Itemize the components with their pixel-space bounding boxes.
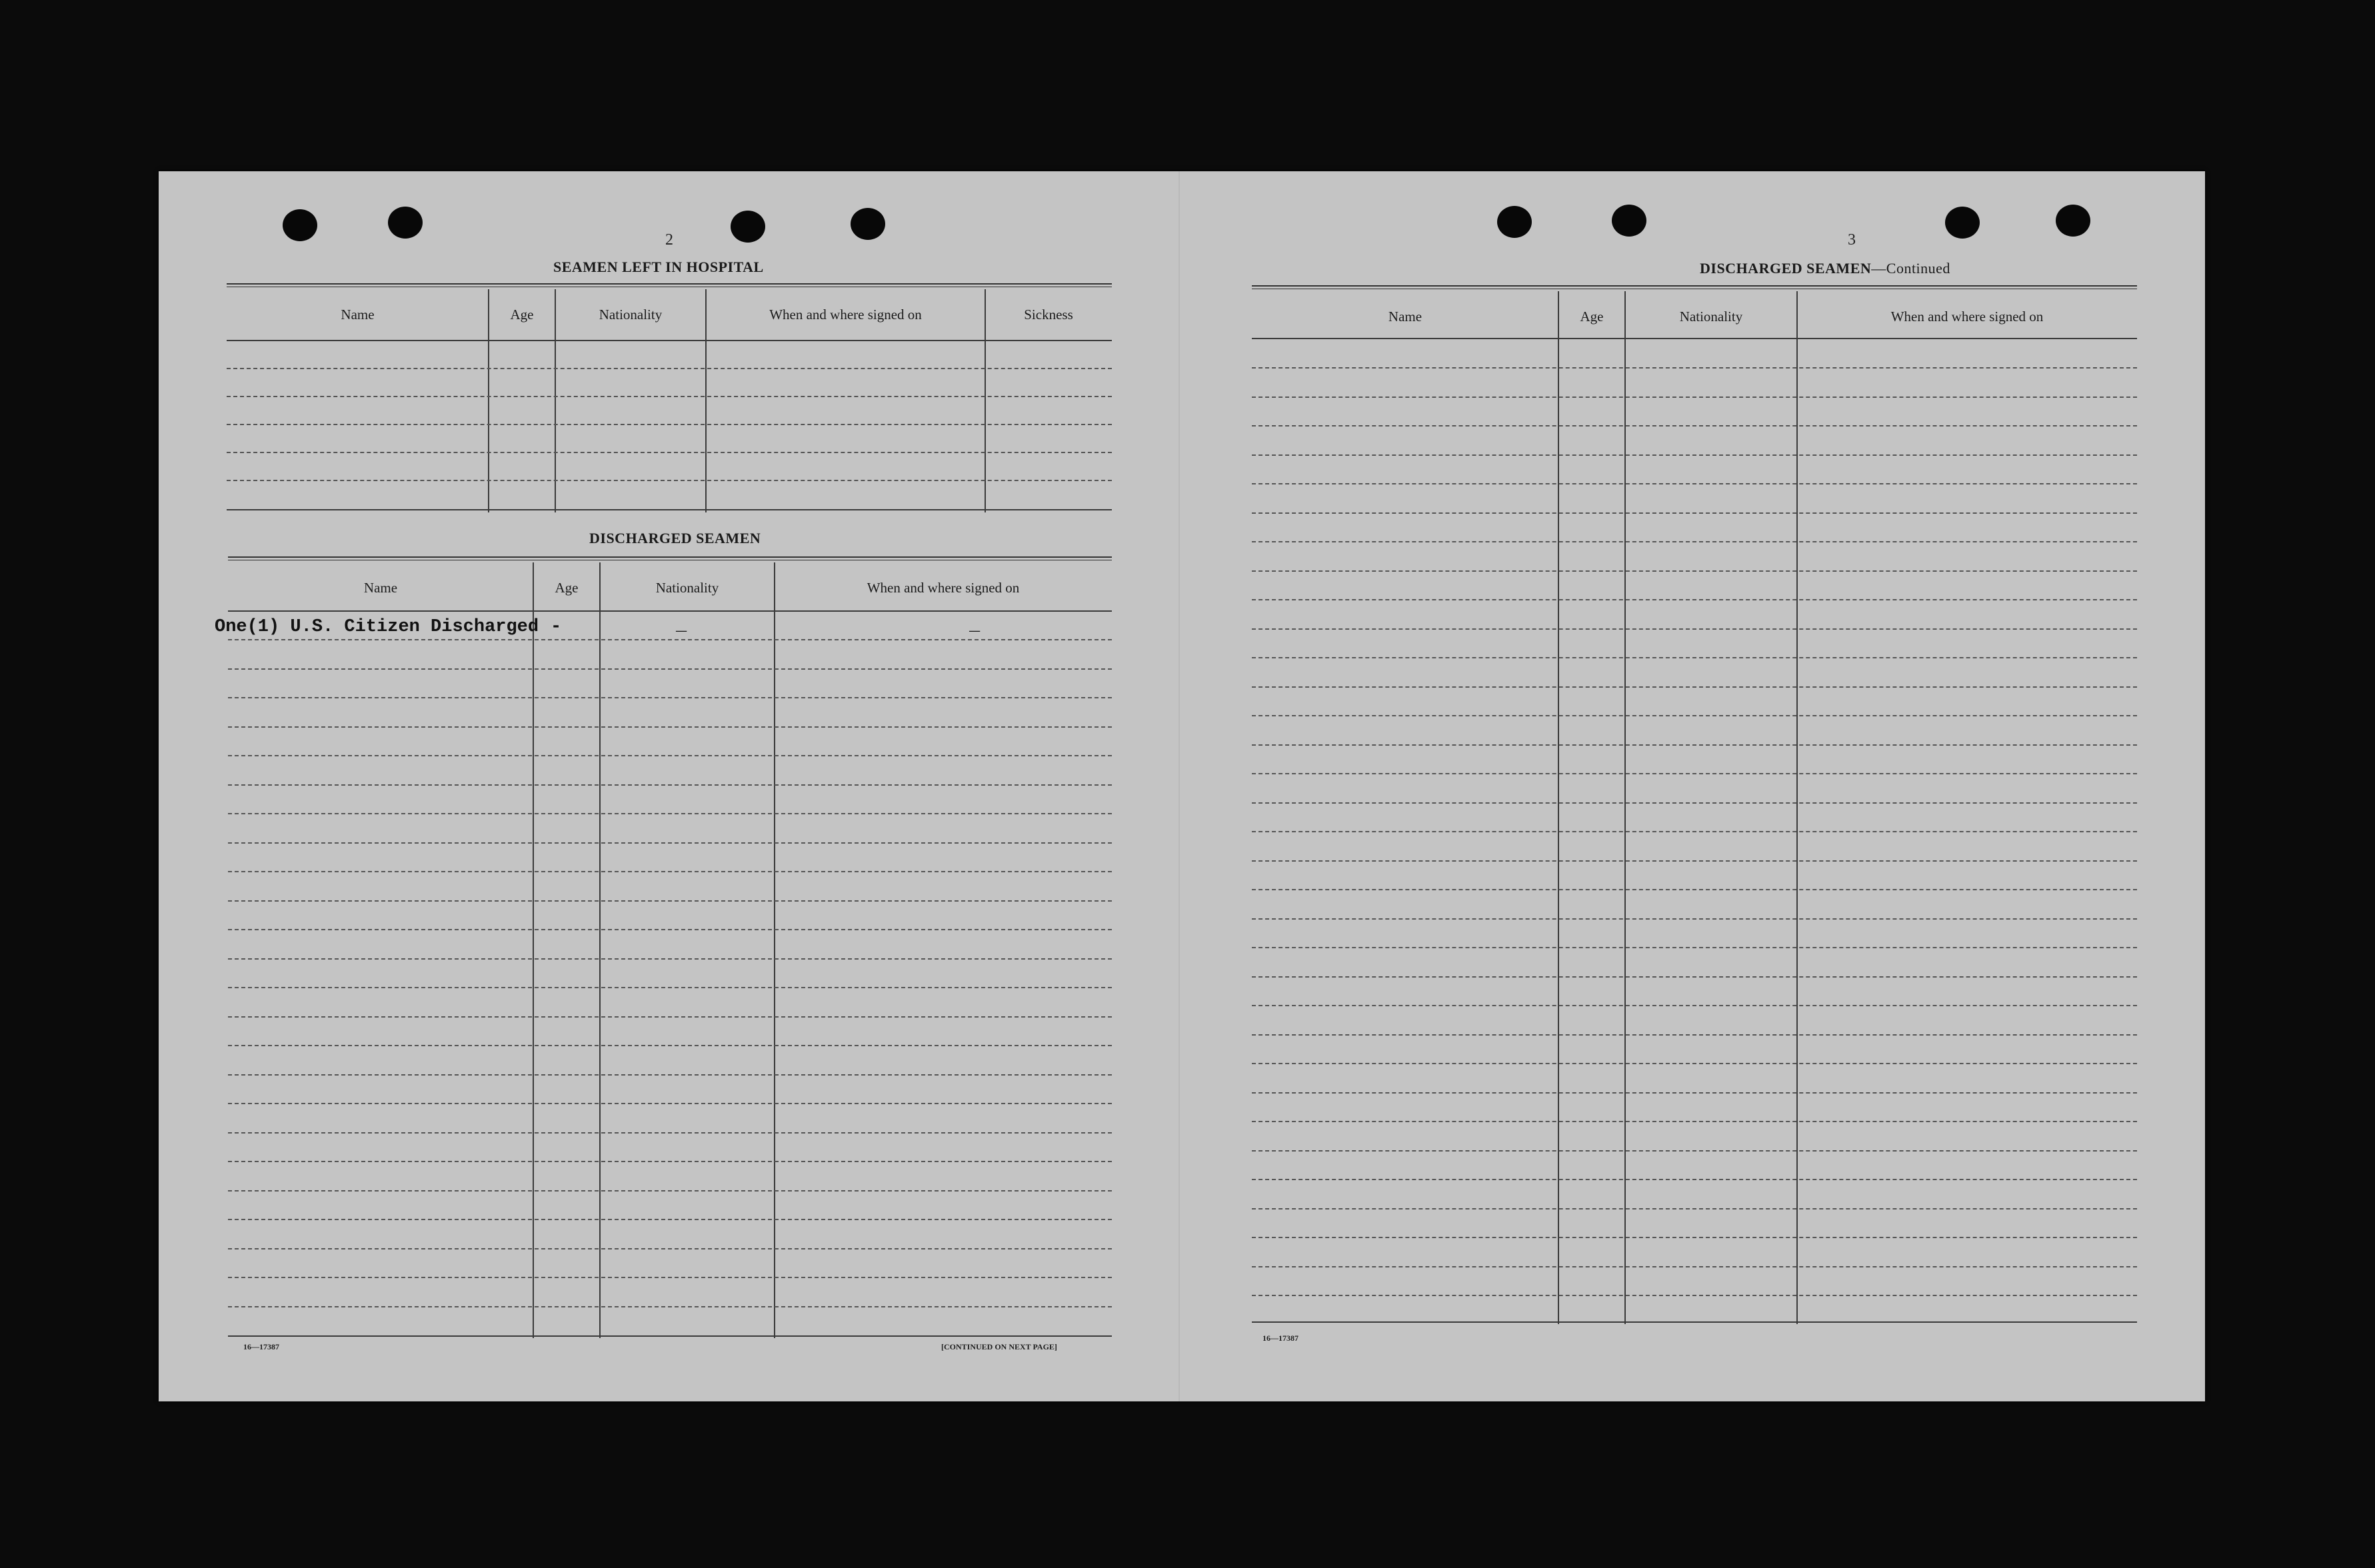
row-rule (1252, 802, 2137, 804)
row-rule (228, 668, 1112, 670)
col-header-name: Name (1388, 309, 1422, 325)
hospital-section-title: SEAMEN LEFT IN HOSPITAL (553, 259, 764, 275)
left-page (159, 171, 1179, 1401)
discharged-table (215, 562, 1112, 1338)
row-rule (1252, 396, 2137, 398)
hospital-title-rule (227, 283, 1112, 287)
row-rule (1252, 367, 2137, 369)
discharged-entry-age: - (551, 617, 562, 637)
row-rule (227, 396, 1112, 397)
row-rule (1252, 425, 2137, 426)
column-divider (488, 289, 489, 512)
row-rule (1252, 1005, 2137, 1006)
col-header-sickness: Sickness (1024, 307, 1073, 323)
row-rule (1252, 599, 2137, 600)
discharged-entry-name: One(1) U.S. Citizen Discharged (215, 617, 539, 637)
col-header-name: Name (341, 307, 375, 323)
discharged-entry-nationality: _ (676, 616, 687, 636)
row-rule (228, 1190, 1112, 1191)
col-header-name: Name (363, 580, 398, 596)
row-rule (228, 1132, 1112, 1134)
row-rule (1252, 1034, 2137, 1036)
row-rule (1252, 918, 2137, 920)
discharged-continued-table (1252, 291, 2137, 1324)
continued-note: [CONTINUED ON NEXT PAGE] (941, 1342, 1057, 1351)
row-rule (228, 639, 1112, 640)
col-header-signed-on: When and where signed on (769, 307, 922, 323)
column-divider (774, 562, 775, 1338)
row-rule (1252, 1092, 2137, 1094)
table-bottom-rule (1252, 1321, 2137, 1323)
row-rule (1252, 483, 2137, 484)
discharged-title-rule (228, 556, 1112, 560)
row-rule (1252, 773, 2137, 774)
row-rule (228, 987, 1112, 988)
title-rule (1252, 285, 2137, 289)
row-rule (1252, 1150, 2137, 1152)
row-rule (1252, 657, 2137, 658)
row-rule (227, 368, 1112, 369)
row-rule (228, 1074, 1112, 1076)
row-rule (228, 1016, 1112, 1018)
table-bottom-rule (227, 509, 1112, 510)
row-rule (1252, 1266, 2137, 1267)
row-rule (228, 958, 1112, 960)
row-rule (228, 1161, 1112, 1162)
row-rule (1252, 454, 2137, 456)
header-rule (1252, 338, 2137, 339)
row-rule (228, 784, 1112, 786)
column-divider (985, 289, 986, 512)
row-rule (228, 1277, 1112, 1278)
row-rule (1252, 947, 2137, 948)
row-rule (1252, 512, 2137, 514)
page-number: 3 (1848, 231, 1856, 249)
row-rule (1252, 541, 2137, 542)
header-rule (227, 340, 1112, 341)
column-divider (1796, 291, 1798, 1324)
col-header-signed-on: When and where signed on (867, 580, 1020, 596)
row-rule (228, 842, 1112, 844)
row-rule (1252, 1295, 2137, 1296)
row-rule (1252, 889, 2137, 890)
row-rule (1252, 744, 2137, 746)
col-header-nationality: Nationality (655, 580, 719, 596)
column-divider (533, 562, 534, 1338)
column-divider (599, 562, 601, 1338)
page-number: 2 (665, 231, 673, 249)
title-suffix: —Continued (1871, 260, 1950, 277)
col-header-nationality: Nationality (599, 307, 663, 323)
column-divider (1624, 291, 1626, 1324)
row-rule (228, 813, 1112, 814)
row-rule (1252, 976, 2137, 978)
row-rule (227, 480, 1112, 481)
column-divider (705, 289, 707, 512)
col-header-age: Age (1580, 309, 1604, 325)
row-rule (228, 726, 1112, 728)
title-main: DISCHARGED SEAMEN (1700, 260, 1872, 277)
table-bottom-rule (228, 1335, 1112, 1337)
row-rule (227, 452, 1112, 453)
row-rule (227, 424, 1112, 425)
column-divider (555, 289, 556, 512)
col-header-nationality: Nationality (1679, 309, 1743, 325)
discharged-section-title: DISCHARGED SEAMEN (589, 530, 761, 546)
discharged-continued-title (1700, 260, 1950, 277)
row-rule (228, 1045, 1112, 1046)
right-page (1180, 171, 2205, 1401)
row-rule (228, 697, 1112, 698)
row-rule (1252, 831, 2137, 832)
document-sheet (159, 171, 2205, 1401)
row-rule (228, 1219, 1112, 1220)
row-rule (228, 755, 1112, 756)
form-number: 16—17387 (243, 1342, 279, 1351)
row-rule (1252, 1237, 2137, 1238)
row-rule (228, 1306, 1112, 1307)
row-rule (1252, 1208, 2137, 1209)
discharged-entry-signed-on: _ (969, 616, 981, 636)
row-rule (228, 871, 1112, 872)
col-header-age: Age (510, 307, 534, 323)
form-number: 16—17387 (1262, 1333, 1298, 1343)
row-rule (1252, 1063, 2137, 1064)
row-rule (1252, 628, 2137, 630)
row-rule (1252, 1179, 2137, 1180)
header-rule (228, 610, 1112, 612)
row-rule (1252, 686, 2137, 688)
column-divider (1558, 291, 1559, 1324)
row-rule (228, 900, 1112, 902)
row-rule (1252, 570, 2137, 572)
row-rule (1252, 860, 2137, 862)
row-rule (228, 1248, 1112, 1249)
hospital-table (227, 289, 1112, 512)
row-rule (1252, 1121, 2137, 1122)
row-rule (228, 929, 1112, 930)
row-rule (228, 1103, 1112, 1104)
row-rule (1252, 715, 2137, 716)
col-header-signed-on: When and where signed on (1890, 309, 2044, 325)
col-header-age: Age (555, 580, 579, 596)
